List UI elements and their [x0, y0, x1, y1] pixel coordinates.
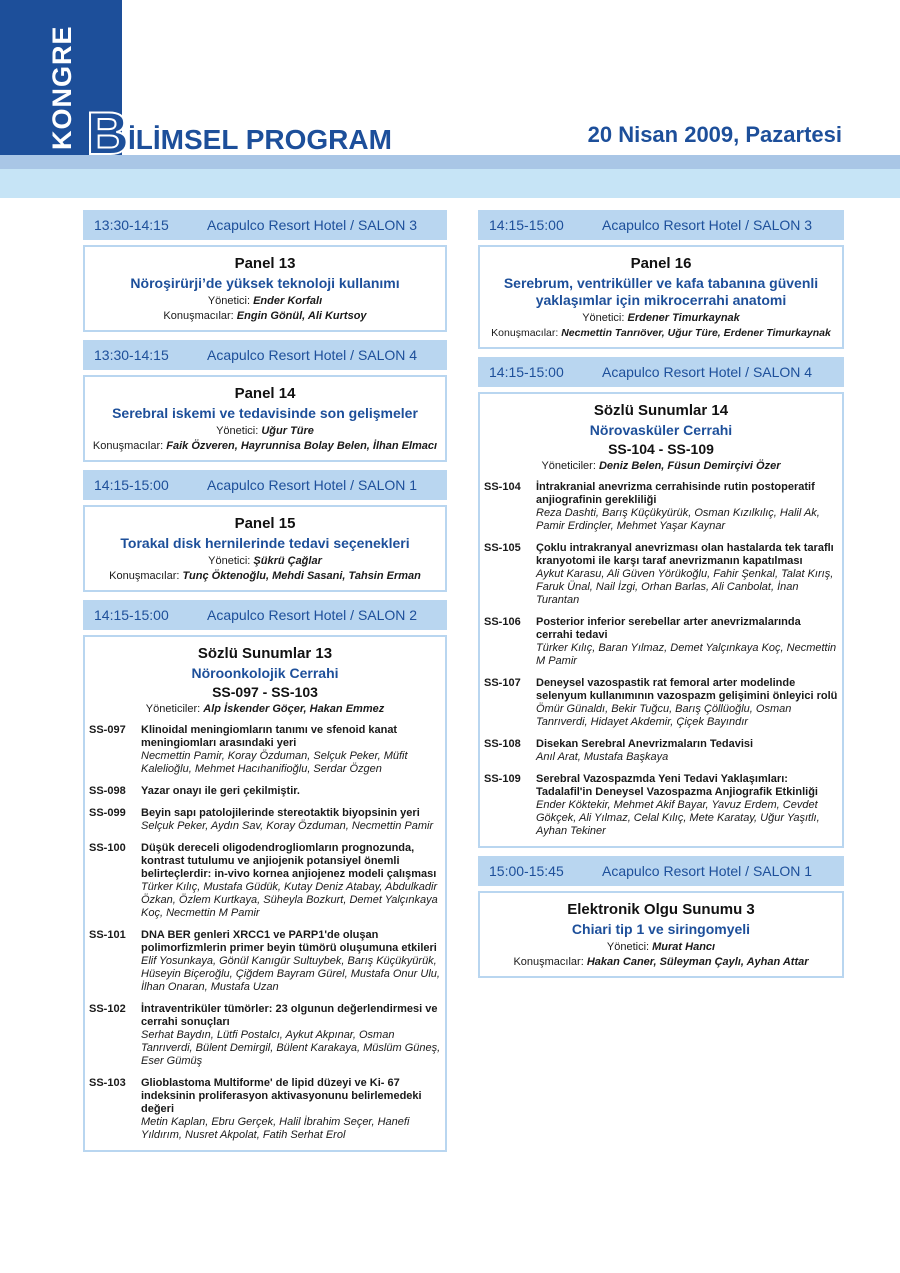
presentation-code: SS-108: [484, 738, 521, 750]
moderator-line: Yönetici: Şükrü Çağlar: [208, 555, 322, 567]
session-topic: Torakal disk hernilerinde tedavi seçenekleri: [120, 535, 410, 551]
presentation-title: Posterior inferior serebellar arter anevrizmalarında cerrahi tedavi: [536, 616, 801, 641]
header-band-dark: [0, 155, 900, 169]
presentation-item: [89, 1077, 441, 1142]
presentation-authors: Türker Kılıç, Baran Yılmaz, Demet Yalçınkaya Koç, Necmettin M Pamir: [536, 642, 837, 667]
session-venue: Acapulco Resort Hotel / SALON 2: [207, 607, 418, 623]
session-header-panel15: [83, 470, 447, 500]
presentation-title: İntrakranial anevrizma cerrahisinde rutin postoperatif anjiografinin gerekliliği: [536, 481, 815, 506]
speakers-line: Konuşmacılar: Tunç Öktenoğlu, Mehdi Sasani, Tahsin Erman: [109, 570, 421, 582]
right-column: [478, 210, 844, 986]
session-time: 14:15-15:00: [489, 364, 564, 380]
presentation-item: [89, 807, 441, 833]
session-header-panel14: [83, 340, 447, 370]
presentation-code: SS-100: [89, 842, 126, 854]
session-topic: Nöroşirürji’de yüksek teknoloji kullanımı: [130, 275, 400, 291]
session-header-oral13: [83, 600, 447, 630]
session-topic: Serebral iskemi ve tedavisinde son gelişmeler: [112, 405, 418, 421]
presentation-authors: Ömür Günaldı, Bekir Tuğcu, Barış Çöllüoğlu, Osman Tanrıverdi, Hidayet Akdemir, Çiçek Bayındır: [536, 703, 792, 728]
presentation-code: SS-109: [484, 773, 521, 785]
presentation-item: [89, 1003, 441, 1068]
moderator-line: Yönetici: Ender Korfalı: [207, 295, 323, 307]
presentation-title: Klinoidal meningiomların tanımı ve sfenoid kanat meningiomları arasındaki yeri: [141, 724, 398, 749]
session-venue: Acapulco Resort Hotel / SALON 1: [207, 477, 418, 493]
presentation-item: [484, 738, 838, 764]
presentation-item: [484, 542, 838, 607]
session-topic: Serebrum, ventriküller ve kafa tabanına güvenli yaklaşımlar için mikrocerrahi anatomi: [503, 275, 819, 308]
presentation-item: [484, 773, 838, 838]
session-time: 14:15-15:00: [94, 477, 169, 493]
presentation-code: SS-105: [484, 542, 521, 554]
presentation-item: [484, 481, 838, 533]
presentation-code: SS-104: [484, 481, 521, 493]
presentation-title: Çoklu intrakranyal anevrizması olan hastalarda tek taraflı kranyotomi ile karşı taraf anevrizmanın kapatılması: [536, 542, 834, 567]
session-box-panel16: [478, 245, 844, 349]
presentation-title: Glioblastoma Multiforme' de lipid düzeyi ve Ki- 67 indeksinin proliferasyon aktivasyonunu belirlemedeki değeri: [141, 1077, 422, 1115]
speakers-line: Konuşmacılar: Necmettin Tanrıöver, Uğur Türe, Erdener Timurkaynak: [491, 327, 831, 339]
session-venue: Acapulco Resort Hotel / SALON 1: [602, 863, 813, 879]
session-box-panel13: [83, 245, 447, 332]
presentation-code: SS-102: [89, 1003, 126, 1015]
session-box-panel14: [83, 375, 447, 462]
presentation-item: [89, 724, 441, 776]
presentation-authors: Elif Yosunkaya, Gönül Kanıgür Sultuybek, Barış Küçükyürük, Hüseyin Biçeroğlu, Çiğdem Bayram Gürel, Mustafa Onur Ulu, İlhan Onaran, Mustafa Uzan: [141, 955, 440, 993]
session-topic: Nörovasküler Cerrahi: [589, 422, 733, 438]
moderator-line: Yönetici: Murat Hancı: [606, 941, 716, 953]
presentation-authors: Anıl Arat, Mustafa Başkaya: [536, 751, 669, 763]
presentation-authors: Selçuk Peker, Aydın Sav, Koray Özduman, Necmettin Pamir: [141, 820, 434, 832]
session-time: 13:30-14:15: [94, 347, 169, 363]
session-name: Panel 13: [234, 255, 296, 272]
speakers-line: Konuşmacılar: Engin Gönül, Ali Kurtsoy: [163, 310, 367, 322]
title-initial: B: [86, 100, 130, 167]
session-box-oral13: [83, 635, 447, 1152]
presentation-authors: Metin Kaplan, Ebru Gerçek, Halil İbrahim Seçer, Hanefi Yıldırım, Nusret Akpolat, Fatih Serhat Erol: [141, 1116, 410, 1141]
presentation-item: [89, 842, 441, 920]
presentation-title: Deneysel vazospastik rat femoral arter modelinde selenyum kullanımının vazospazm gelişimini önleyici rolü: [536, 677, 838, 702]
session-name: Elektronik Olgu Sunumu 3: [567, 901, 755, 918]
session-codes: SS-104 - SS-109: [608, 441, 714, 457]
program-date: 20 Nisan 2009, Pazartesi: [587, 122, 842, 147]
session-topic: Chiari tip 1 ve siringomyeli: [571, 921, 751, 937]
header-band-light: [0, 169, 900, 198]
session-box-case3: [478, 891, 844, 978]
session-venue: Acapulco Resort Hotel / SALON 4: [207, 347, 418, 363]
speakers-line: Konuşmacılar: Hakan Caner, Süleyman Çaylı, Ayhan Attar: [513, 956, 809, 968]
session-venue: Acapulco Resort Hotel / SALON 3: [207, 217, 418, 233]
presentation-code: SS-101: [89, 929, 126, 941]
moderator-line: Yöneticiler: Deniz Belen, Füsun Demirçivi Özer: [541, 460, 781, 472]
presentation-code: SS-099: [89, 807, 126, 819]
kongre-label: KONGRE: [47, 25, 77, 150]
moderator-line: Yönetici: Erdener Timurkaynak: [582, 312, 740, 324]
presentation-item: [89, 929, 441, 994]
session-name: Panel 15: [234, 515, 296, 532]
presentation-title: Yazar onayı ile geri çekilmiştir.: [141, 785, 300, 797]
session-box-panel15: [83, 505, 447, 592]
presentation-title: İntraventriküler tümörler: 23 olgunun değerlendirmesi ve cerrahi sonuçları: [141, 1003, 438, 1028]
page-title: İLİMSEL PROGRAM: [128, 124, 392, 155]
presentation-authors: Ender Köktekir, Mehmet Akif Bayar, Yavuz Erdem, Cevdet Gökçek, Ali Yılmaz, Celal Kılıç, Mete Karatay, Uğur Yaşıtlı, Ayhan Tekiner: [536, 799, 820, 837]
presentation-title: DNA BER genleri XRCC1 ve PARP1'de oluşan polimorfizmlerin primer beyin tümörü oluşumuna etkileri: [141, 929, 437, 954]
presentation-code: SS-103: [89, 1077, 126, 1089]
presentation-authors: Türker Kılıç, Mustafa Güdük, Kutay Deniz Atabay, Abdulkadir Özkan, Özlem Kurtkaya, Süheyla Bozkurt, Demet Yalçınkaya Koç, Necmettin M Pamir: [141, 881, 438, 919]
session-topic: Nöroonkolojik Cerrahi: [191, 665, 339, 681]
session-header-oral14: [478, 357, 844, 387]
presentation-title: Disekan Serebral Anevrizmaların Tedavisi: [536, 738, 754, 750]
presentation-item: [484, 616, 838, 668]
session-header-case3: [478, 856, 844, 886]
presentation-authors: Reza Dashti, Barış Küçükyürük, Osman Kızılkılıç, Halil Ak, Pamir Erdinçler, Mehmet Yaşar Kaynar: [536, 507, 820, 532]
session-name: Sözlü Sunumlar 14: [593, 402, 729, 419]
session-time: 14:15-15:00: [94, 607, 169, 623]
presentation-authors: Serhat Baydın, Lütfi Postalcı, Aykut Akpınar, Osman Tanrıverdi, Bülent Demirgil, Bülent Karakaya, Müslüm Güneş, Eser Gümüş: [141, 1029, 441, 1067]
session-time: 13:30-14:15: [94, 217, 169, 233]
presentation-title: Beyin sapı patolojilerinde stereotaktik biyopsinin yeri: [141, 807, 420, 819]
session-codes: SS-097 - SS-103: [212, 684, 318, 700]
presentation-item: [89, 785, 441, 798]
presentation-title: Düşük dereceli oligodendrogliomların prognozunda, kontrast tutulumu ve anjiojenik potansiyel önemli belirteçlerdir: in-vivo kornea anjiojenez modeli çalışması: [141, 842, 437, 880]
presentation-code: SS-098: [89, 785, 126, 797]
session-venue: Acapulco Resort Hotel / SALON 4: [602, 364, 813, 380]
session-time: 15:00-15:45: [489, 863, 564, 879]
presentation-authors: Necmettin Pamir, Koray Özduman, Selçuk Peker, Müfit Kalelioğlu, Mehmet Hacıhanifioğlu, Serdar Özgen: [141, 750, 408, 775]
presentation-title: Serebral Vazospazmda Yeni Tedavi Yaklaşımları: Tadalafil'in Deneysel Vazospazma Anjiografik Etkinliği: [536, 773, 818, 798]
left-column: [83, 210, 447, 1160]
session-header-panel13: [83, 210, 447, 240]
session-header-panel16: [478, 210, 844, 240]
session-venue: Acapulco Resort Hotel / SALON 3: [602, 217, 813, 233]
speakers-line: Konuşmacılar: Faik Özveren, Hayrunnisa Bolay Belen, İlhan Elmacı: [92, 440, 438, 452]
presentation-code: SS-107: [484, 677, 521, 689]
presentation-authors: Aykut Karasu, Ali Güven Yörükoğlu, Fahir Şenkal, Talat Kırış, Faruk Ünal, Nail İzgi, Orhan Barlas, Ali Canbolat, İnan Turantan: [536, 568, 834, 606]
presentation-code: SS-106: [484, 616, 521, 628]
presentation-code: SS-097: [89, 724, 126, 736]
session-box-oral14: [478, 392, 844, 848]
session-name: Sözlü Sunumlar 13: [197, 645, 333, 662]
presentation-item: [484, 677, 838, 729]
moderator-line: Yönetici: Uğur Türe: [216, 425, 314, 437]
session-name: Panel 14: [234, 385, 296, 402]
session-time: 14:15-15:00: [489, 217, 564, 233]
moderator-line: Yöneticiler: Alp İskender Göçer, Hakan Emmez: [145, 703, 385, 715]
session-name: Panel 16: [630, 255, 692, 272]
